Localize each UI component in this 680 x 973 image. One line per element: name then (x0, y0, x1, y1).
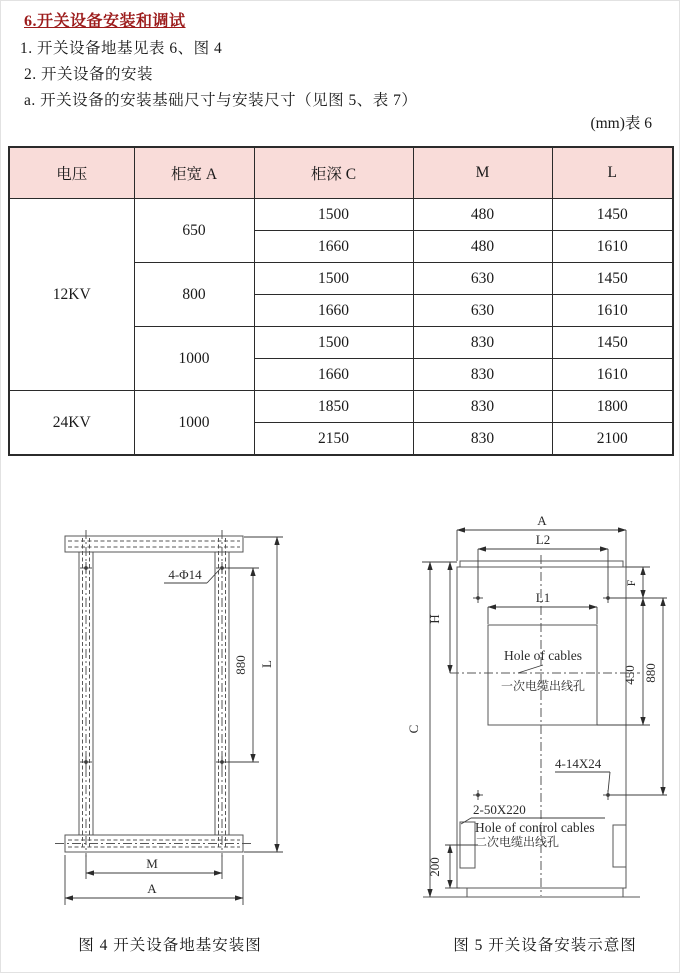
header-l: L (552, 147, 673, 199)
fig5-label-L2: L2 (535, 532, 551, 547)
table-cell: 1500 (254, 199, 413, 231)
fig5-label-ctrl-hole-cn: 二次电缆出线孔 (475, 835, 560, 849)
table-cell: 1450 (552, 263, 673, 295)
fig4-label-A: A (147, 881, 157, 896)
fig5-label-F: F (624, 579, 638, 587)
table-cell: 830 (413, 327, 552, 359)
table-cell: 1450 (552, 199, 673, 231)
table-cell: 1660 (254, 295, 413, 327)
table-cell: 830 (413, 391, 552, 423)
table-row (9, 391, 673, 423)
fig4-label-880: 880 (233, 655, 248, 675)
fig5-label-200: 200 (427, 857, 442, 877)
table-cell: 1850 (254, 391, 413, 423)
table-cell: 830 (413, 423, 552, 456)
fig5-label-slots: 2-50X220 (473, 802, 526, 817)
header-depth-c: 柜深 C (254, 147, 413, 199)
fig4-caption: 图 4 开关设备地基安装图 (78, 937, 262, 954)
table-cell: 1450 (552, 327, 673, 359)
header-width-a: 柜宽 A (134, 147, 254, 199)
fig5-label-C: C (406, 724, 421, 734)
table-cell: 480 (413, 231, 552, 263)
table-cell: 1610 (552, 295, 673, 327)
spec-table (8, 146, 674, 456)
fig5-label-mounting-holes: 4-14X24 (555, 756, 602, 771)
fig5-label-L1: L1 (535, 590, 551, 605)
fig4-label-L: L (259, 660, 274, 668)
voltage-cell: 12KV (9, 199, 134, 391)
fig4-label-holes: 4-Φ14 (168, 567, 202, 582)
fig5-label-880: 880 (643, 663, 658, 683)
text-line-3: a. 开关设备的安装基础尺寸与安装尺寸（见图 5、表 7） (24, 92, 418, 109)
header-voltage: 电压 (9, 147, 134, 199)
table-cell: 630 (413, 263, 552, 295)
header-m: M (413, 147, 552, 199)
fig4-foundation-drawing (30, 515, 300, 917)
section-title: 6.开关设备安装和调试 (24, 13, 186, 30)
table-cell: 2100 (552, 423, 673, 456)
table-cell: 1660 (254, 359, 413, 391)
fig4-label-M: M (146, 856, 158, 871)
width-cell: 650 (134, 199, 254, 263)
table-cell: 830 (413, 359, 552, 391)
table-cell: 1610 (552, 231, 673, 263)
text-line-1: 1. 开关设备地基见表 6、图 4 (20, 40, 223, 57)
width-cell: 1000 (134, 327, 254, 391)
fig4-frame-geometry (55, 530, 253, 857)
fig5-label-cable-hole-en: Hole of cables (504, 648, 582, 663)
fig5-installation-drawing (403, 515, 673, 917)
voltage-cell: 24KV (9, 391, 134, 456)
width-cell: 800 (134, 263, 254, 327)
table-cell: 480 (413, 199, 552, 231)
table-cell: 1610 (552, 359, 673, 391)
table-row (9, 199, 673, 231)
text-line-2: 2. 开关设备的安装 (24, 66, 154, 83)
fig4-dimensions (65, 537, 283, 905)
fig5-label-450: 450 (622, 665, 637, 685)
table-cell: 1500 (254, 327, 413, 359)
table-cell: 1660 (254, 231, 413, 263)
table-cell: 630 (413, 295, 552, 327)
fig5-label-A: A (537, 515, 547, 528)
fig5-caption: 图 5 开关设备安装示意图 (453, 937, 637, 954)
table-cell: 1500 (254, 263, 413, 295)
table-header-row (9, 147, 673, 199)
fig4-anchor-holes (80, 562, 228, 768)
table-unit-tag: (mm)表 6 (590, 115, 652, 132)
fig5-label-H: H (427, 614, 442, 624)
table-cell: 2150 (254, 423, 413, 456)
table-cell: 1800 (552, 391, 673, 423)
fig5-label-cable-hole-cn: 一次电缆出线孔 (500, 679, 586, 693)
width-cell: 1000 (134, 391, 254, 456)
fig5-label-ctrl-hole-en: Hole of control cables (475, 820, 595, 835)
